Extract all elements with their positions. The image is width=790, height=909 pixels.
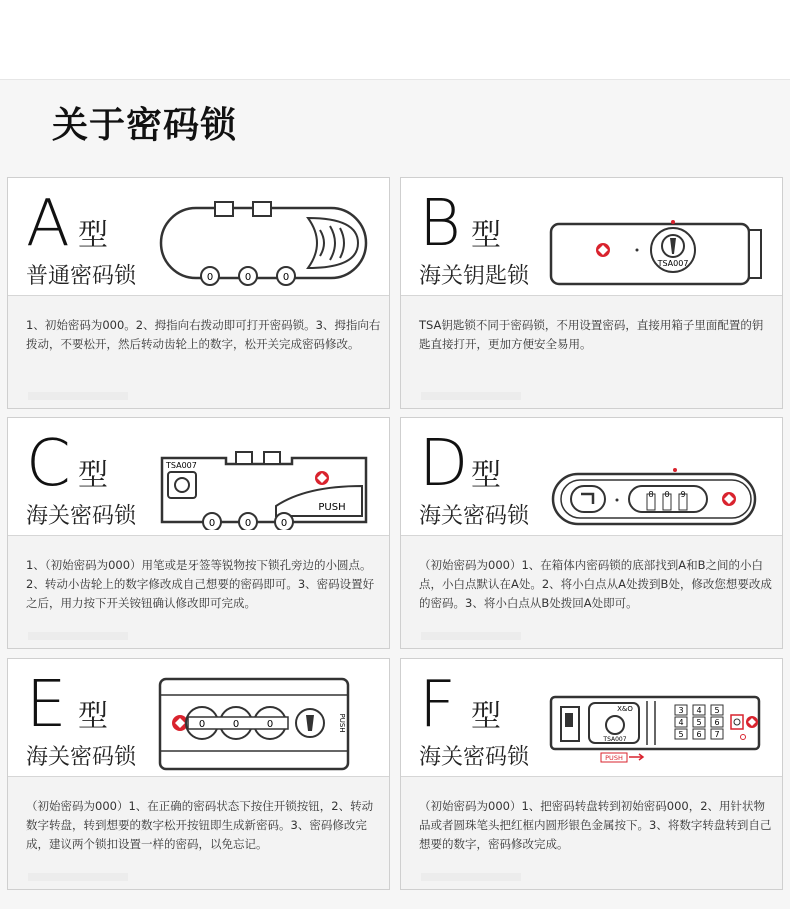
wheel bbox=[201, 267, 219, 285]
grid-digit: 7 bbox=[714, 730, 720, 739]
type-suffix: 型 bbox=[471, 218, 501, 253]
tsa-label: TSA007 bbox=[166, 461, 197, 470]
push-label: PUSH bbox=[605, 754, 623, 762]
wheel-digit: 0 bbox=[280, 518, 288, 529]
grid-combination-lock-illustration bbox=[547, 693, 767, 773]
wheel-digit: 0 bbox=[208, 518, 216, 529]
bottom-bar bbox=[28, 873, 128, 881]
wheel bbox=[277, 267, 295, 285]
type-letter: D bbox=[419, 427, 469, 501]
grid-digit: 4 bbox=[696, 706, 702, 715]
type-suffix: 型 bbox=[78, 458, 108, 493]
dial-digit: 0 bbox=[664, 490, 670, 499]
lock-description: （初始密码为000）1、在箱体内密码锁的底部找到A和B之间的小白点，小白点默认在A处。2、将小白点从A处拨到B处，修改您想要改成的密码。3、将小白点从B处拨回A处即可。 bbox=[419, 558, 772, 610]
type-letter: B bbox=[419, 187, 461, 261]
bottom-bar bbox=[421, 632, 521, 640]
wheel-digit: 0 bbox=[266, 719, 274, 730]
lock-card-d bbox=[400, 417, 783, 649]
wheel-digit: 0 bbox=[282, 272, 290, 283]
dial-digit: 8 bbox=[648, 490, 654, 499]
grid-digit: 6 bbox=[714, 718, 720, 727]
grid-digit: 4 bbox=[678, 718, 684, 727]
page-title: 关于密码锁 bbox=[52, 105, 238, 146]
type-suffix: 型 bbox=[471, 699, 501, 734]
wheel-digit: 0 bbox=[244, 518, 252, 529]
type-letter: C bbox=[26, 427, 71, 501]
grid-digit: 5 bbox=[678, 730, 684, 739]
slider-combination-lock-illustration bbox=[551, 464, 761, 534]
bottom-bar bbox=[421, 392, 521, 400]
top-band bbox=[0, 0, 790, 80]
wheel-digit: 0 bbox=[244, 272, 252, 283]
lock-name: 海关密码锁 bbox=[419, 504, 530, 529]
wheel bbox=[239, 267, 257, 285]
tsa-combination-lock-illustration bbox=[156, 440, 376, 530]
bottom-bar bbox=[28, 392, 128, 400]
type-suffix: 型 bbox=[78, 218, 108, 253]
lock-description: 1、初始密码为000。2、拇指向右拨动即可打开密码锁。3、拇指向右拨动，不要松开，然后转动齿轮上的数字，松开关完成密码修改。 bbox=[26, 318, 381, 351]
wheel-digit: 0 bbox=[206, 272, 214, 283]
type-letter: A bbox=[26, 187, 70, 261]
lock-card-c bbox=[7, 417, 390, 649]
lock-description: TSA钥匙锁不同于密码锁，不用设置密码，直接用箱子里面配置的钥匙直接打开，更加方便安全易用。 bbox=[419, 318, 764, 351]
lock-card-e bbox=[7, 658, 390, 890]
button-combination-lock-illustration bbox=[158, 675, 358, 775]
wheel-digit: 0 bbox=[198, 719, 206, 730]
dial-digit: 9 bbox=[680, 490, 686, 499]
type-suffix: 型 bbox=[78, 699, 108, 734]
push-label: PUSH bbox=[338, 713, 346, 733]
lock-card-b bbox=[400, 177, 783, 409]
combination-lock-illustration bbox=[158, 196, 373, 286]
grid-digit: 5 bbox=[696, 718, 702, 727]
digit-grid bbox=[675, 705, 723, 739]
indicator-dot bbox=[673, 468, 677, 472]
lock-description: 1、（初始密码为000）用笔或是牙签等锐物按下锁孔旁边的小圆点。2、转动小齿轮上的数字修改成自己想要的密码即可。3、密码设置好之后，用力按下开关铵钮确认修改即可完成。 bbox=[26, 558, 375, 610]
type-letter: E bbox=[26, 668, 67, 742]
tsa-key-lock-illustration bbox=[549, 216, 769, 296]
lock-name: 海关密码锁 bbox=[26, 504, 137, 529]
push-label: PUSH bbox=[318, 502, 346, 513]
lock-card-f bbox=[400, 658, 783, 890]
lock-name: 海关密码锁 bbox=[26, 745, 137, 770]
type-suffix: 型 bbox=[471, 458, 501, 493]
arrow-right-icon bbox=[629, 754, 643, 760]
lock-description: （初始密码为000）1、把密码转盘转到初始密码000，2、用针状物品或者圆珠笔头把红框内圆形银色金属按下。3、将数字转盘转到自己想要的数字，密码修改完成。 bbox=[419, 799, 772, 851]
grid-digit: 3 bbox=[678, 706, 684, 715]
tsa-label: TSA007 bbox=[603, 736, 627, 743]
grid-digit: 6 bbox=[696, 730, 702, 739]
wheel bbox=[239, 513, 257, 530]
lock-name: 海关密码锁 bbox=[419, 745, 530, 770]
indicator-dot bbox=[671, 220, 675, 224]
lock-description: （初始密码为000）1、在正确的密码状态下按住开锁按钮，2、转动数字转盘，转到想要的数字松开按钮即生成新密码。3、密码修改完成，建议两个锁扣设置一样的密码，以免忘记。 bbox=[26, 799, 374, 851]
tsa-label: TSA007 bbox=[657, 259, 689, 268]
grid-digit: 5 bbox=[714, 706, 720, 715]
wheel bbox=[275, 513, 293, 530]
bottom-bar bbox=[421, 873, 521, 881]
type-letter: F bbox=[419, 668, 456, 742]
lock-name: 普通密码锁 bbox=[26, 264, 137, 289]
lock-card-a bbox=[7, 177, 390, 409]
bottom-bar bbox=[28, 632, 128, 640]
wheel-digit: 0 bbox=[232, 719, 240, 730]
lock-name: 海关钥匙锁 bbox=[419, 264, 530, 289]
wheel bbox=[203, 513, 221, 530]
ab-label: X&O bbox=[617, 705, 633, 713]
